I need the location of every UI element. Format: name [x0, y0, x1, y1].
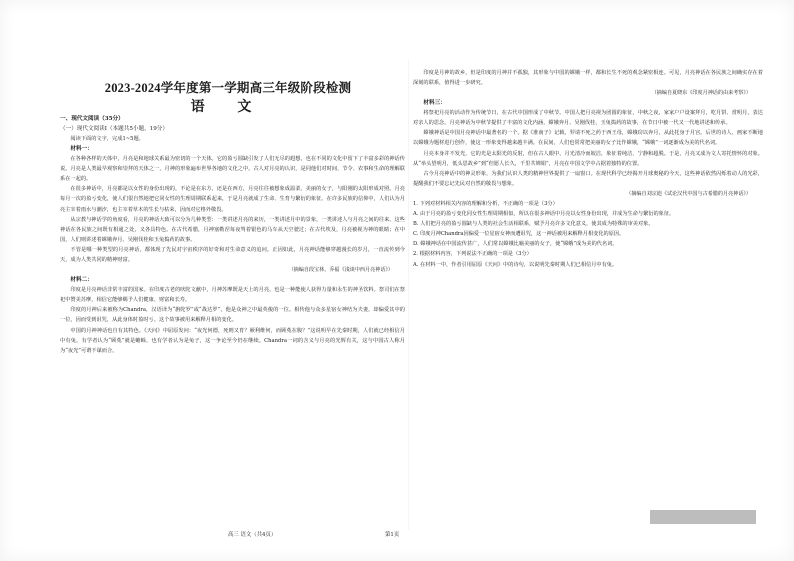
material-1-paragraph: 在各种各样的天体中，月亮是和地球关系最为密切的一个天体。它的盈亏圆缺引发了人们无尽的遐想，也在不同的文化中留下了丰富多彩的神话传说。月亮是人类最早观察和崇拜的天体之一，月神的形象遍布世界各地的文化之中。古人对月亮的认识，是同他们对时间、节令、农事和生命的理解联系在一起的。 — [60, 156, 405, 183]
subject-title: 语 文 — [190, 99, 266, 115]
material-2-source: （摘编自夏晓东《印度月神话的由来考察》） — [651, 90, 751, 97]
material-1-paragraph: 在很多神话中，月亮都是以女性的身份出现的。不论是在东方，还是在西方，月亮往往被想象成温柔、美丽的女子，与阳刚的太阳形成对照。月亮每月一次的盈亏变化，使人们很自然地把它同女性的生理周期联系起来，于是月亮就成了生命、生育与繁衍的象征。在许多民族的信仰中，人们认为月亮主宰着雨水与潮汐，也主宰着草木的生长与枯荣，因而对它格外敬畏。 — [60, 186, 405, 213]
material-3-label: 材料三： — [423, 100, 446, 107]
question-2-option-a: A. 在材料一中，作者引用屈原《天问》中的诗句，以说明先秦时期人们已相信月中有兔。 — [413, 261, 618, 268]
question-1: 1. 下列对材料相关内容的理解和分析，不正确的一项是（3分） — [413, 200, 558, 207]
footer-page-number: 第1页 — [385, 532, 400, 538]
material-3-paragraph: 嫦娥神话是中国月亮神话中最著名的一个。据《淮南子》记载，羿请不死之药于西王母，嫦娥窃以奔月，从此托身于月宫。后世的诗人、画家不断地以嫦娥为题材进行创作，使这一形象变得越来越丰满。在民间，人们也常常把美丽的女子比作嫦娥，“嫦娥”一词逐渐成为美的代名词。 — [413, 130, 763, 147]
right-column — [413, 68, 763, 270]
material-2-paragraph: 中国的月神神话也自有其特色。《天问》中屈原发问：“夜光何德，死则又育？厥利维何，而顾菟在腹？”这说明早在先秦时期，人们就已经相信月中有兔。有学者认为“顾菟”就是蟾蜍，也有学者认为是兔子，这一争论至今仍在继续。Chandra一词的含义与月亮的光辉有关，这与中国古人称月为“夜光”可谓不谋而合。 — [60, 327, 405, 354]
material-3-source: （摘编自刘宗迪《试论汉代中国与古希腊的月亮神话》） — [626, 190, 751, 197]
column-divider — [408, 60, 409, 530]
question-2: 2. 根据材料内容，下列说法不正确的一项是（3分） — [413, 251, 532, 258]
material-3-paragraph: 月亮本身并不发光，它的光是太阳光的反射，但在古人眼中，月光清冷而皎洁，象征着纯洁、宁静和超脱。于是，月亮又成为文人寄托情怀的对象。从“举头望明月，低头思故乡”到“但愿人长久，千里共婵娟”，月亮在中国文学中占据着独特的位置。 — [413, 150, 763, 167]
material-2-paragraph: 印度的月神后来被称为Chandra，汉语译为“旃陀罗”或“战达罗”，他是众神之中最英俊的一位。相传他与众多星宿女神结为夫妻，却偏爱其中的一位，因而受到诅咒，从此身体时盈时亏。这个故事被用来解释月相的变化。 — [60, 307, 405, 324]
question-1-option-a: A. 由于月亮的盈亏变化同女性生理周期相似，所以在很多神话中月亮以女性身份出现，并成为生命与繁衍的象征。 — [413, 211, 675, 218]
material-1-source: （摘编自段宝林、乔福《浅谈中西月亮神话》） — [288, 267, 393, 274]
redaction-box — [650, 510, 756, 524]
material-3-paragraph: 将祭祀月亮的活动作为传统节日，在古代中国形成了中秋节。中国人把月亮视为团圆的象征，中秋之夜，家家户户设案拜月，吃月饼、赏明月，表达对亲人的思念。月亮神话为中秋节提供了丰富的文化内涵，嫦娥奔月、吴刚伐桂、玉兔捣药的故事，在节日中被一代又一代地讲述和传承。 — [413, 110, 763, 127]
subsection-heading: （一）现代文阅读Ⅰ（本题共5小题，19分） — [60, 126, 168, 132]
material-2-paragraph: 印度是月神的故乡，但是印度的月神并不孤独，其形象与中国的嫦娥一样，都和长生不死的观念紧密相连。可见，月亮神话在各民族之间确实存在着深刻的联系，值得进一步研究。 — [413, 70, 763, 87]
instruction-text: 阅读下面的文字，完成1~5题。 — [70, 136, 144, 142]
question-1-option-b: B. 人们把月亮的盈亏圆缺与人类的社会生活相联系，赋予月亮许多文化意义，使其成为特殊的审美对象。 — [413, 221, 654, 228]
material-2-label: 材料二： — [70, 277, 93, 284]
footer-left: 高三 语文（共4页） — [228, 532, 277, 538]
section-heading: 一、现代文阅读（35分） — [60, 116, 124, 122]
material-3-paragraph: 古今月亮神话中的神灵形象，为我们认识人类的精神世界提供了一扇窗口。在现代科学已经揭开月球奥秘的今天，这些神话依然闪烁着动人的光彩，提醒我们不要忘记先民对自然的敬畏与想象。 — [413, 170, 763, 187]
exam-title: 2023-2024学年度第一学期高三年级阶段检测 — [104, 81, 352, 95]
material-1-paragraph: 不管是哪一种类型的月亮神话，都体现了先民对宇宙秩序的好奇和对生命意义的追问。正因如此，月亮神话能够穿越漫长的岁月，一直流传到今天，成为人类共同的精神财富。 — [60, 246, 405, 264]
material-2-paragraph: 印度是月亮神话非常丰富的国家。在印度古老的吠陀文献中，月神苏摩既是天上的月亮，也是一种能使人获得力量和永生的神圣饮料。祭司们在祭祀中赞美苏摩，相信它能够赐予人们健康、财富和长寿。 — [60, 287, 405, 304]
material-1-label: 材料一： — [70, 146, 93, 153]
left-column — [60, 114, 405, 356]
question-1-option-c: C. 印度月神Chandra因偏爱一位星宿女神而遭诅咒，这一神话被用来解释月相变化的原因。 — [413, 231, 625, 238]
question-1-option-d: D. 嫦娥神话在中国流传甚广，人们常以嫦娥比喻美丽的女子，使“嫦娥”成为美的代名词。 — [413, 241, 618, 248]
material-1-paragraph: 从宗教与神话学的角度看，月亮的神话大致可以分为几种类型：一类讲述月亮的来历，一类讲述月中的景象，一类讲述人与月亮之间的往来。这些神话在各民族之间既有相通之处，又各具特色。在古代希腊，月神塞勒涅每夜驾着银色的马车从天空驶过；在古代埃及，月亮被视为神的眼睛；在中国，人们则讲述着嫦娥奔月、吴刚伐桂和玉兔捣药的故事。 — [60, 216, 405, 243]
